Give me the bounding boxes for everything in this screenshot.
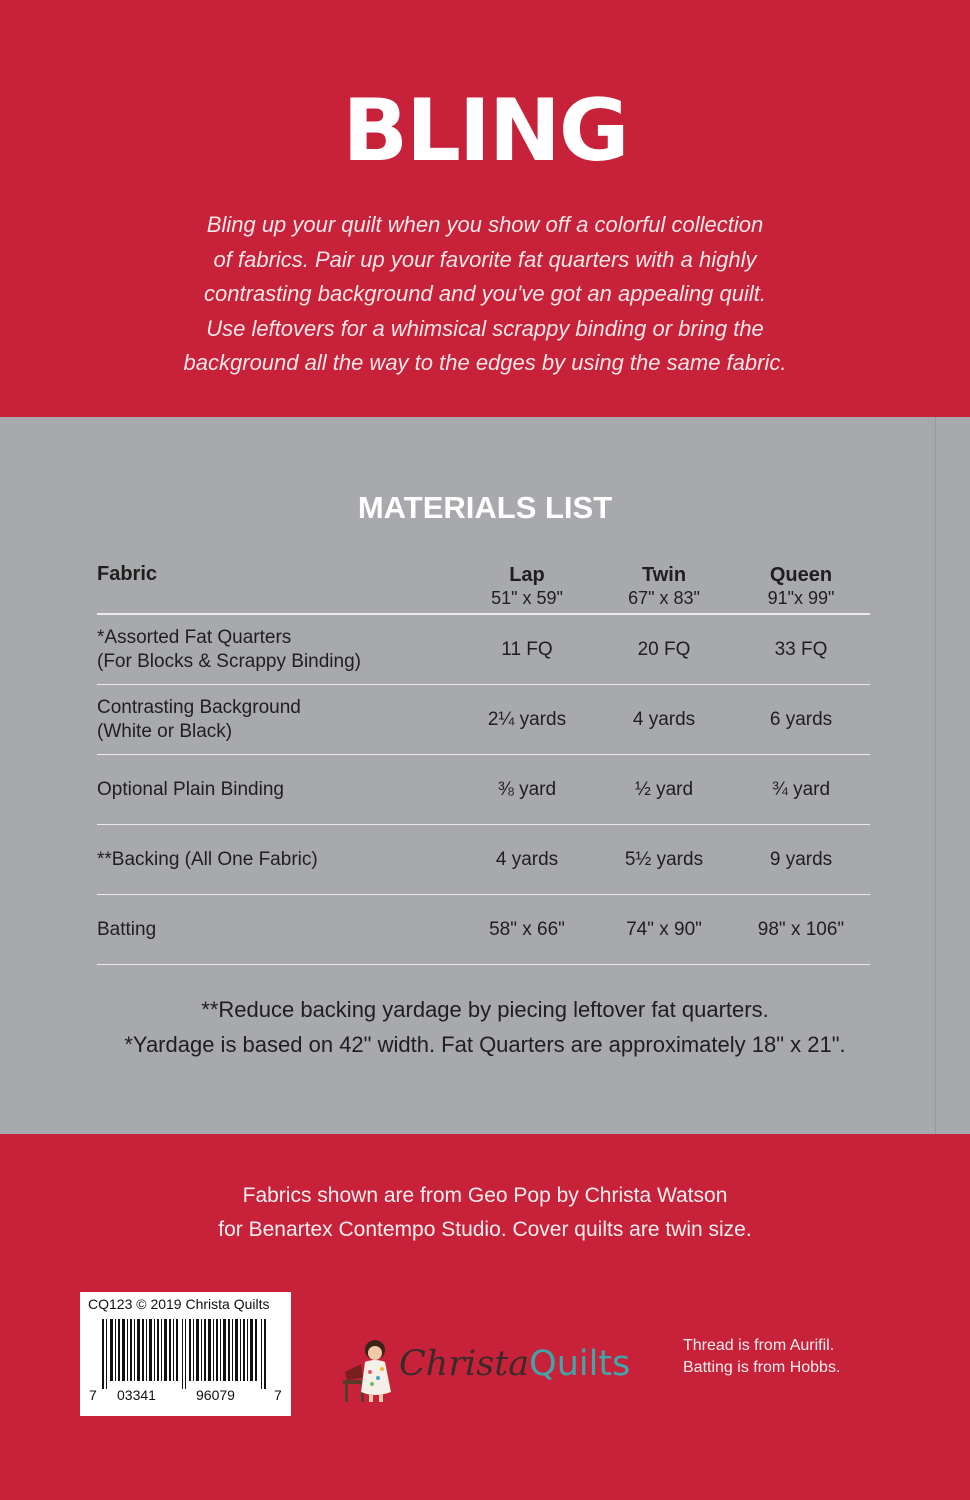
size-column-lap [457,563,597,609]
fabrics-line: for Benartex Contempo Studio. Cover quilts are twin size. [218,1218,752,1241]
barcode-digit: 7 [274,1387,282,1403]
fabric-column-header: Fabric [97,563,158,585]
row-label [97,918,156,942]
intro-text [120,208,850,381]
materials-title: MATERIALS LIST [357,490,613,525]
table-row [97,895,870,965]
size-dims: 67" x 83" [628,588,700,608]
table-cell: 11 FQ [501,638,553,660]
row-label-line: Batting [97,918,157,940]
top-panel [0,0,970,417]
sewing-girl-icon [337,1334,399,1404]
intro-line: contrasting background and you've got an appealing quilt. [204,281,766,306]
credit-line: Thread is from Aurifil. [683,1337,835,1354]
table-header [97,561,870,615]
table-cell: 20 FQ [637,638,691,660]
barcode-digit: 7 [89,1387,97,1403]
table-cell: 58" x 66" [489,918,565,940]
table-cell: ⅜ yard [497,778,557,800]
supplier-credits [683,1335,840,1379]
table-row [97,825,870,895]
barcode-label: CQ123 © 2019 Christa Quilts [88,1296,270,1312]
row-label [97,778,284,802]
row-label-line: (White or Black) [97,720,233,742]
fabrics-credit [0,1179,970,1247]
size-column-queen [731,563,871,609]
table-row [97,615,870,685]
logo-wordmark [399,1344,630,1384]
intro-line: Bling up your quilt when you show off a colorful collection [206,212,764,237]
barcode-bars [102,1319,270,1389]
note-line: *Yardage is based on 42" width. Fat Quarters are approximately 18" x 21". [124,1032,846,1057]
row-label-line: (For Blocks & Scrappy Binding) [97,650,361,672]
table-row [97,685,870,755]
size-column-twin [594,563,734,609]
note-line: **Reduce backing yardage by piecing leftover fat quarters. [201,997,769,1022]
table-cell: 4 yards [495,848,559,870]
logo-word-christa: Christa [399,1344,530,1384]
christa-quilts-logo [337,1334,631,1404]
fabrics-line: Fabrics shown are from Geo Pop by Christa Watson [242,1184,728,1207]
barcode-digit: 96079 [196,1387,235,1403]
materials-panel [0,417,970,1134]
row-label-line: Contrasting Background [97,696,301,718]
table-cell: 5½ yards [624,848,704,870]
table-row [97,755,870,825]
materials-notes [0,992,970,1062]
size-name: Twin [641,564,687,586]
credit-line: Batting is from Hobbs. [683,1359,841,1376]
row-label [97,626,361,674]
intro-line: of fabrics. Pair up your favorite fat quarters with a highly [213,246,757,272]
table-cell: 4 yards [632,708,696,730]
size-dims: 51" x 59" [491,588,563,608]
intro-line: Use leftovers for a whimsical scrappy binding or bring the [206,315,764,341]
table-cell: 2¼ yards [487,708,567,730]
table-cell: 9 yards [769,848,833,870]
table-cell: 33 FQ [774,638,828,660]
row-label-line: **Backing (All One Fabric) [97,848,318,870]
table-cell: ¾ yard [771,778,831,800]
barcode-digit: 03341 [117,1387,156,1403]
row-label-line: *Assorted Fat Quarters [97,626,292,648]
row-label [97,696,301,744]
table-cell: ½ yard [634,778,694,800]
table-cell: 98" x 106" [757,918,845,940]
table-cell: 74" x 90" [626,918,702,940]
size-name: Lap [509,564,545,586]
barcode [80,1292,291,1416]
logo-word-quilts: Quilts [529,1344,631,1384]
row-label-line: Optional Plain Binding [97,778,284,800]
size-name: Queen [769,564,833,586]
bottom-panel [0,1134,970,1500]
pattern-title: BLING [342,81,628,181]
table-cell: 6 yards [769,708,833,730]
size-dims: 91"x 99" [767,588,835,608]
intro-line: background all the way to the edges by using the same fabric. [183,350,787,375]
materials-table [97,561,870,965]
row-label [97,848,318,872]
